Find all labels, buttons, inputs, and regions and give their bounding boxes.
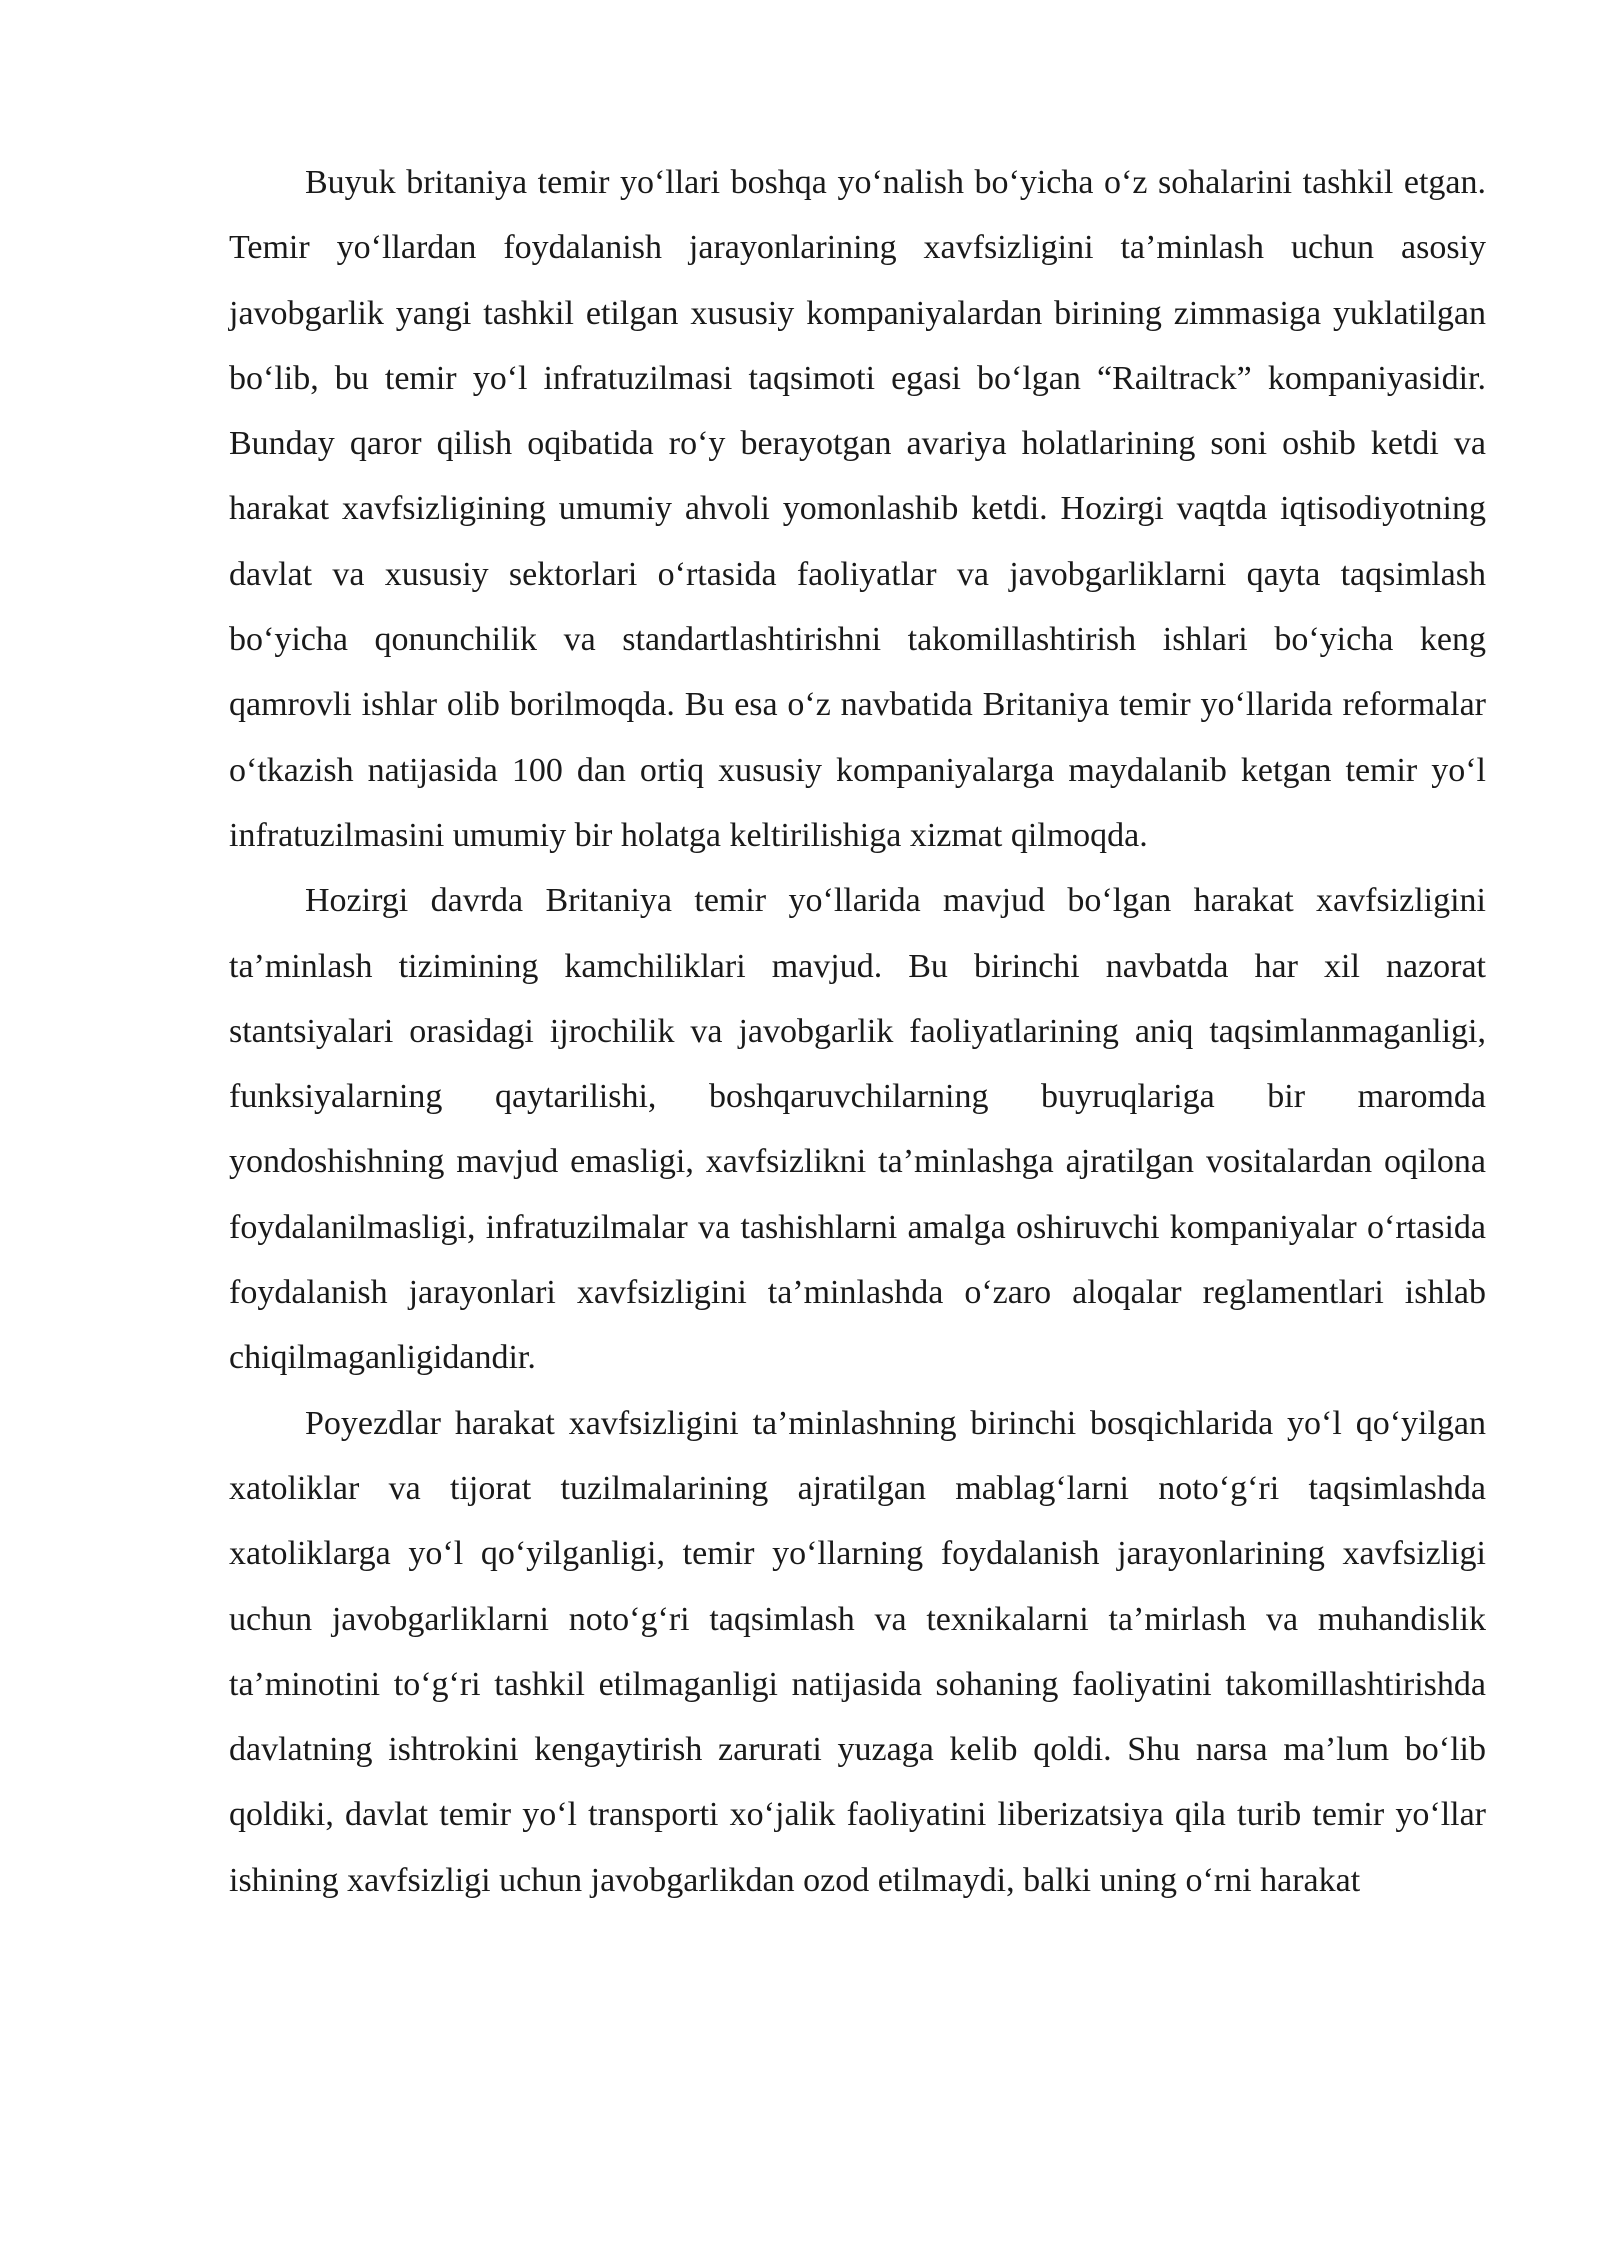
paragraph: Poyezdlar harakat xavfsizligini ta’minlashning birinchi bosqichlarida yo‘l qo‘yilgan xatoliklar va tijorat tuzilmalarining ajratilgan mablag‘larni noto‘g‘ri taqsimlashda xatoliklarga yo‘l qo‘yilganligi, temir yo‘llarning foydalanish jarayonlarining xavfsizligi uchun javobgarliklarni noto‘g‘ri taqsimlash va texnikalarni ta’mirlash va muhandislik ta’minotini to‘g‘ri tashkil etilmaganligi natijasida sohaning faoliyatini takomillashtirishda davlatning ishtrokini kengaytirish zarurati yuzaga kelib qoldi. Shu narsa ma’lum bo‘lib qoldiki, davlat temir yo‘l transporti xo‘jalik faoliyatini liberizatsiya qila turib temir yo‘llar ishining xavfsizligi uchun javobgarlikdan ozod etilmaydi, balki uning o‘rni harakat [229,1404,1486,1899]
document-body [229,150,1486,1913]
paragraph: Buyuk britaniya temir yo‘llari boshqa yo‘nalish bo‘yicha o‘z sohalarini tashkil etgan. Temir yo‘llardan foydalanish jarayonlarining xavfsizligini ta’minlash uchun asosiy javobgarlik yangi tashkil etilgan xususiy kompaniyalardan birining zimmasiga yuklatilgan bo‘lib, bu temir yo‘l infratuzilmasi taqsimoti egasi bo‘lgan “Railtrack” kompaniyasidir. Bunday qaror qilish oqibatida ro‘y berayotgan avariya holatlarining soni oshib ketdi va harakat xavfsizligining umumiy ahvoli yomonlashib ketdi. Hozirgi vaqtda iqtisodiyotning davlat va xususiy sektorlari o‘rtasida faoliyatlar va javobgarliklarni qayta taqsimlash bo‘yicha qonunchilik va standartlashtirishni takomillashtirish ishlari bo‘yicha keng qamrovli ishlar olib borilmoqda. Bu esa o‘z navbatida Britaniya temir yo‘llarida reformalar o‘tkazish natijasida 100 dan ortiq xususiy kompaniyalarga maydalanib ketgan temir yo‘l infratuzilmasini umumiy bir holatga keltirilishiga xizmat qilmoqda. [229,164,1486,854]
paragraph: Hozirgi davrda Britaniya temir yo‘llarida mavjud bo‘lgan harakat xavfsizligini ta’minlash tizimining kamchiliklari mavjud. Bu birinchi navbatda har xil nazorat stantsiyalari orasidagi ijrochilik va javobgarlik faoliyatlarining aniq taqsimlanmaganligi, funksiyalarning qaytarilishi, boshqaruvchilarning buyruqlariga bir maromda yondoshishning mavjud emasligi, xavfsizlikni ta’minlashga ajratilgan vositalardan oqilona foydalanilmasligi, infratuzilmalar va tashishlarni amalga oshiruvchi kompaniyalar o‘rtasida foydalanish jarayonlari xavfsizligini ta’minlashda o‘zaro aloqalar reglamentlari ishlab chiqilmaganligidandir. [229,882,1486,1377]
